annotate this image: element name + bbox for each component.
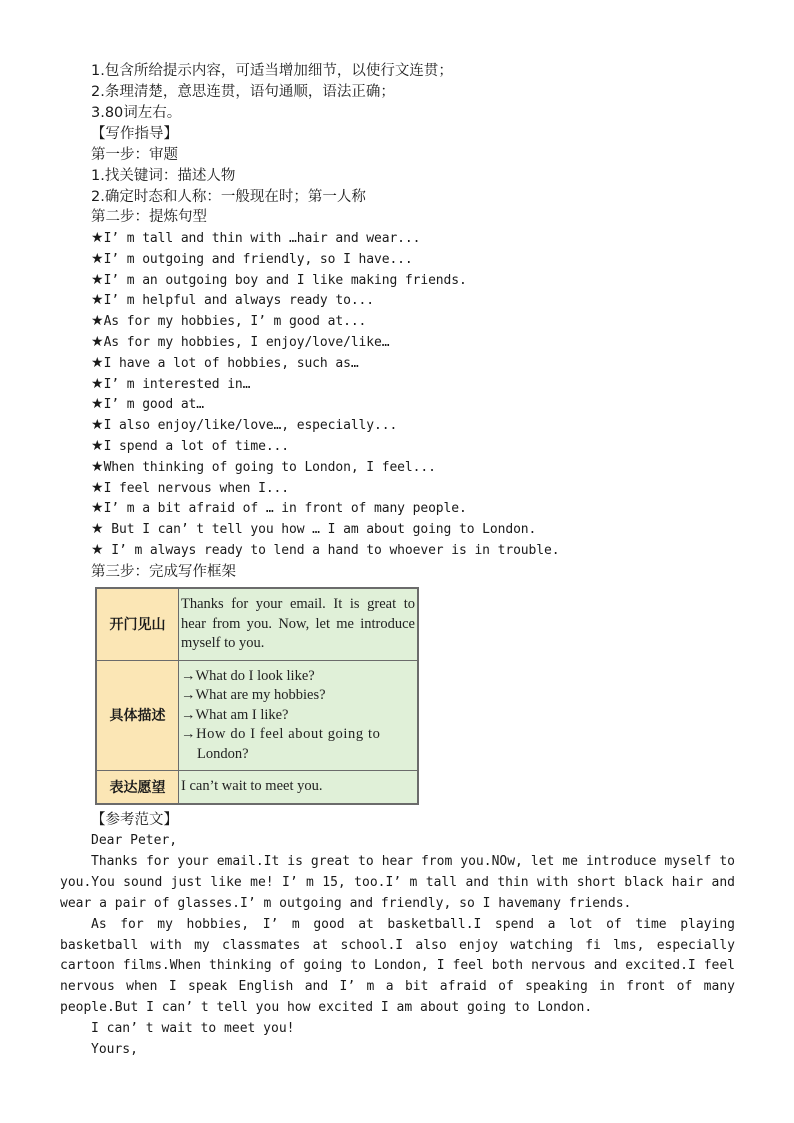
sentence-pattern — [91, 228, 420, 249]
sentence-pattern-text: As for my hobbies, I’ m good at... — [103, 314, 367, 330]
sentence-pattern — [91, 270, 467, 291]
writing-framework-table — [95, 587, 419, 805]
sentence-pattern — [91, 540, 559, 561]
sentence-pattern-text: As for my hobbies, I enjoy/love/like… — [103, 335, 390, 350]
sentence-pattern-text: I’ m always ready to lend a hand to whoever is in trouble. — [103, 543, 560, 558]
sentence-pattern-text: I feel nervous when I... — [103, 480, 290, 496]
essay-paragraph-3: I can’ t wait to meet you! — [91, 1021, 295, 1037]
star-bullet-icon: ★ — [91, 458, 104, 475]
step3-title: 第三步：完成写作框架 — [91, 564, 236, 580]
sentence-pattern-text: I spend a lot of time... — [103, 439, 290, 454]
sample-essay — [60, 831, 735, 1061]
sentence-pattern — [91, 457, 436, 478]
step1-title: 第一步：审题 — [91, 147, 178, 163]
star-bullet-icon: ★ — [91, 542, 104, 558]
framework-items-description — [179, 660, 419, 771]
star-bullet-icon: ★ — [91, 438, 104, 454]
sentence-pattern — [91, 311, 366, 332]
sentence-pattern-text: I’ m helpful and always ready to... — [103, 293, 374, 309]
star-bullet-icon: ★ — [91, 375, 104, 392]
sentence-pattern-text: I’ m outgoing and friendly, so I have... — [103, 251, 413, 267]
sentence-pattern — [91, 374, 250, 395]
requirement-2: 2.条理清楚，意思连贯，语句通顺，语法正确； — [91, 84, 395, 100]
framework-item: London? — [197, 745, 249, 762]
guide-header: 【写作指导】 — [91, 126, 178, 142]
step1-item-2: 2.确定时态和人称：一般现在时；第一人称 — [91, 189, 366, 205]
sentence-pattern — [91, 436, 289, 457]
essay-salutation: Dear Peter, — [91, 833, 178, 848]
sentence-pattern-text: But I can’ t tell you how … I am about going to London. — [103, 522, 537, 538]
requirement-3: 3.80词左右。 — [91, 105, 182, 121]
framework-label-opening: 开门见山 — [96, 588, 179, 660]
framework-text-wish: I can’t wait to meet you. — [179, 771, 419, 804]
framework-item: →What am I like? — [181, 706, 289, 723]
sentence-pattern — [91, 498, 467, 519]
sentence-pattern-text: I’ m an outgoing boy and I like making friends. — [103, 272, 467, 288]
star-bullet-icon: ★ — [91, 230, 104, 246]
star-bullet-icon: ★ — [91, 396, 104, 413]
sample-header: 【参考范文】 — [91, 812, 178, 828]
star-bullet-icon: ★ — [91, 250, 104, 267]
framework-text-opening: Thanks for your email. It is great to hear from you. Now, let me introduce myself to you. — [179, 588, 419, 660]
star-bullet-icon: ★ — [91, 292, 104, 309]
framework-item: →How do I feel about going to — [181, 726, 381, 742]
sentence-pattern — [91, 249, 413, 270]
framework-label-description: 具体描述 — [96, 660, 179, 771]
star-bullet-icon: ★ — [91, 500, 104, 517]
sentence-pattern-text: I’ m interested in… — [103, 376, 251, 392]
sentence-pattern — [91, 353, 359, 374]
framework-label-wish: 表达愿望 — [96, 771, 179, 804]
star-bullet-icon: ★ — [91, 271, 104, 288]
sentence-pattern-text: I’ m a bit afraid of … in front of many people. — [103, 501, 467, 517]
sentence-pattern — [91, 478, 289, 499]
step2-title: 第二步：提炼句型 — [91, 209, 207, 225]
framework-row-wish — [96, 771, 418, 804]
sentence-pattern — [91, 290, 374, 311]
sentence-pattern-text: When thinking of going to London, I feel... — [103, 459, 436, 475]
sentence-pattern — [91, 332, 389, 353]
star-bullet-icon: ★ — [91, 313, 104, 330]
star-bullet-icon: ★ — [91, 334, 104, 350]
essay-closing: Yours, — [91, 1042, 138, 1058]
star-bullet-icon: ★ — [91, 521, 104, 538]
essay-paragraph-1: Thanks for your email.It is great to hear from you.NOw, let me introduce myself to you.You sound just like me! I’ m 15, too.I’ m tall and thin with short black hair and wear a pair of glasses.I’ m outgoing and friendly, so I havemany friends. — [60, 853, 735, 911]
essay-paragraph-2: As for my hobbies, I’ m good at basketball.I spend a lot of time playing basketball with my classmates at school.I also enjoy watching fi lms, especially cartoon films.When thinking of going to London, I feel both nervous and excited.I feel nervous when I speak English and I’ m a bit afraid of speaking in front of many people.But I can’ t tell you how excited I am about going to London. — [60, 916, 735, 1016]
framework-item: →What are my hobbies? — [181, 687, 326, 703]
star-bullet-icon: ★ — [91, 479, 104, 496]
framework-item: →What do I look like? — [181, 667, 315, 684]
star-bullet-icon: ★ — [91, 417, 104, 434]
sentence-pattern — [91, 394, 204, 415]
sentence-pattern-text: I have a lot of hobbies, such as… — [103, 355, 359, 371]
requirement-1: 1.包含所给提示内容，可适当增加细节，以使行文连贯； — [91, 63, 453, 79]
step1-item-1: 1.找关键词：描述人物 — [91, 168, 236, 184]
sentence-pattern — [91, 415, 397, 436]
framework-row-opening — [96, 588, 418, 660]
star-bullet-icon: ★ — [91, 354, 104, 371]
framework-row-description — [96, 660, 418, 771]
sentence-pattern-text: I’ m good at… — [103, 397, 205, 413]
sentence-pattern-text: I’ m tall and thin with …hair and wear... — [103, 231, 421, 246]
sentence-pattern — [91, 519, 536, 540]
sentence-pattern-text: I also enjoy/like/love…, especially... — [103, 418, 398, 434]
